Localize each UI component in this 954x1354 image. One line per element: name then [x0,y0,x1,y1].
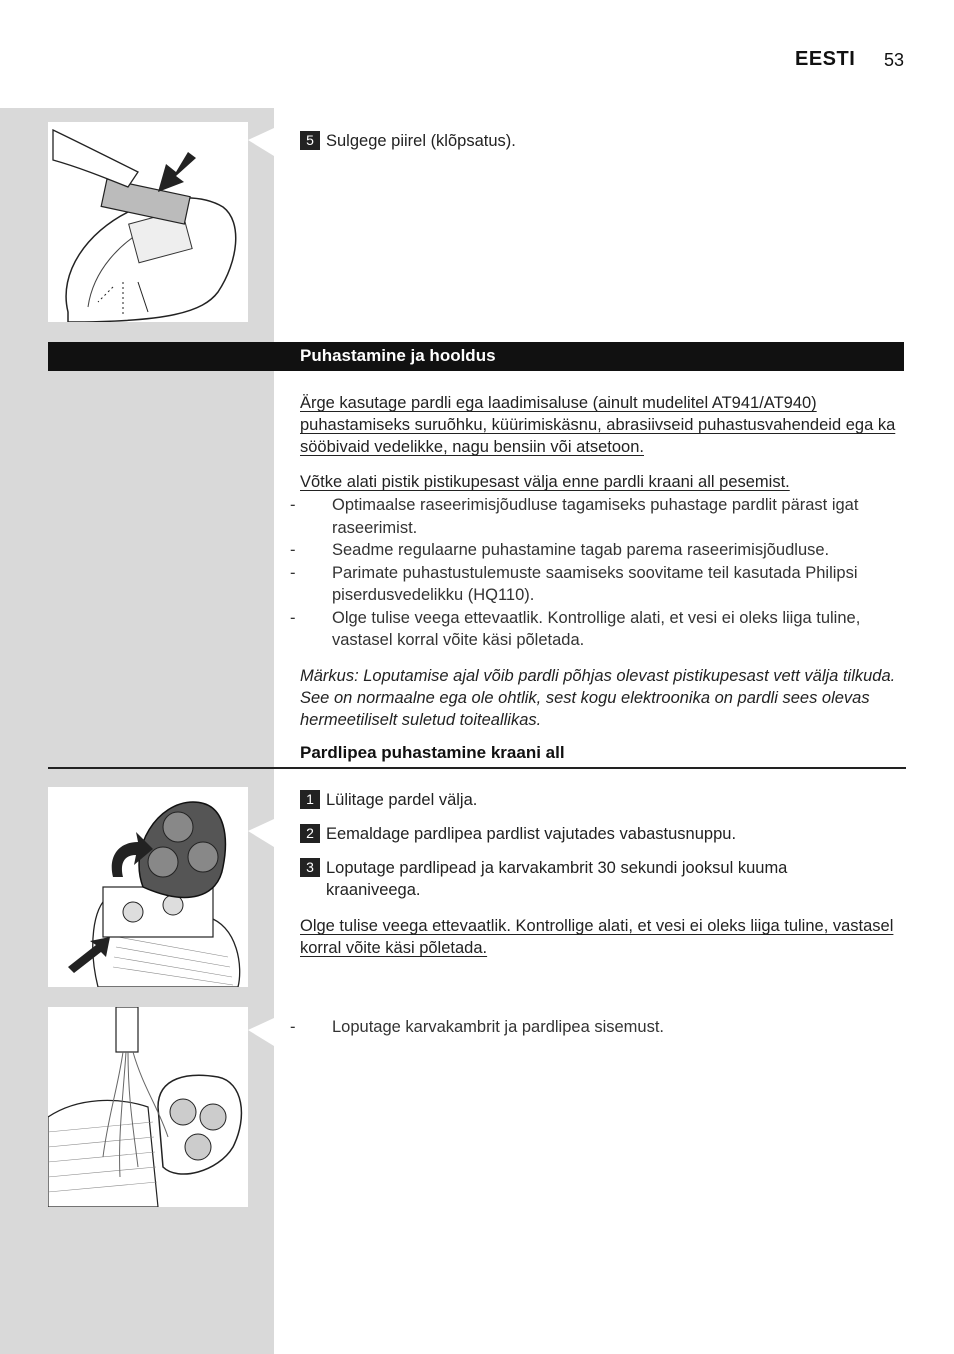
bullet-dash: - [290,608,296,627]
step-text: Lülitage pardel välja. [326,791,478,809]
step-number: 2 [300,824,320,843]
list-item-text: Seadme regulaarne puhastamine tagab parema raseerimisjõudluse. [332,541,830,559]
list-item [290,539,905,562]
list-item [290,607,905,652]
list-item-text: Olge tulise veega ettevaatlik. Kontrollige alati, et vesi ei oleks liiga tuline, vastasel korral võite käsi põletada. [332,608,861,649]
step-number: 3 [300,858,320,877]
figure-pointer [248,124,274,164]
subsection-title: Pardlipea puhastamine kraani all [300,743,565,762]
bullet-dash: - [290,496,296,514]
cleaning-tips-list [290,494,905,652]
section-header-bar [48,342,904,371]
warning-text: Ärge kasutage pardli ega laadimisaluse (ainult mudelitel AT941/AT940) puhastamiseks suruõhku, küürimiskäsnu, abrasiivseid puhastusvahendeid ega ka sööbivaid vedelikke, nagu bensiin või atsetoon. [300,394,896,456]
step-number: 5 [300,131,320,150]
bullet-dash: - [290,563,296,582]
step-text: Eemaldage pardlipea pardlist vajutades vabastusnuppu. [326,825,737,843]
bullet-dash: - [290,1018,296,1036]
shaving-head-illustration [48,787,248,987]
figure-close-trimmer [48,122,248,322]
step-3 [300,857,886,901]
step-number: 1 [300,790,320,809]
warning-text: Olge tulise veega ettevaatlik. Kontrollige alati, et vesi ei oleks liiga tuline, vastasel korral võite käsi põletada. [300,917,894,957]
warning-text: Võtke alati pistik pistikupesast välja enne pardli kraani all pesemist. [300,473,790,491]
warning-hot-water [300,915,900,959]
list-item-text: Parimate puhastustulemuste saamiseks soovitame teil kasutada Philipsi piserdusvedelikku (HQ110). [332,563,858,604]
step-text: Sulgege piirel (klõpsatus). [326,132,516,150]
warning-unplug [300,471,900,493]
step-2 [300,823,886,845]
figure-pointer [248,815,274,855]
list-item [290,494,905,539]
note-paragraph: Märkus: Loputamise ajal võib pardli põhjas olevast pistikupesast vett välja tilkuda. See on normaalne ega ole ohtlik, sest kogu elektroonika on pardli sees olevas hermeetiliselt suletud toiteallikas. [300,667,896,729]
rinse-list [290,1016,905,1039]
section-title: Puhastamine ja hooldus [300,346,496,365]
step-5 [300,130,886,152]
list-item-text: Optimaalse raseerimisjõudluse tagamiseks puhastage pardlit pärast igat raseerimist. [332,496,859,537]
figure-rinse-under-tap [48,1007,248,1207]
section-divider [48,767,906,769]
list-item [290,1016,905,1039]
list-item-text: Loputage karvakambrit ja pardlipea sisemust. [332,1018,665,1036]
figure-pointer [248,1014,274,1054]
list-item [290,562,905,607]
page-number: 53 [884,50,905,70]
trimmer-illustration [48,122,248,322]
rinsing-illustration [48,1007,248,1207]
warning-cleaning-agents [300,392,900,458]
step-1 [300,789,886,811]
steps-list [300,789,886,901]
step-text: Loputage pardlipead ja karvakambrit 30 sekundi jooksul kuuma kraaniveega. [326,859,788,899]
header-language: EESTI [795,48,856,70]
bullet-dash: - [290,541,296,559]
figure-open-shaving-head [48,787,248,987]
